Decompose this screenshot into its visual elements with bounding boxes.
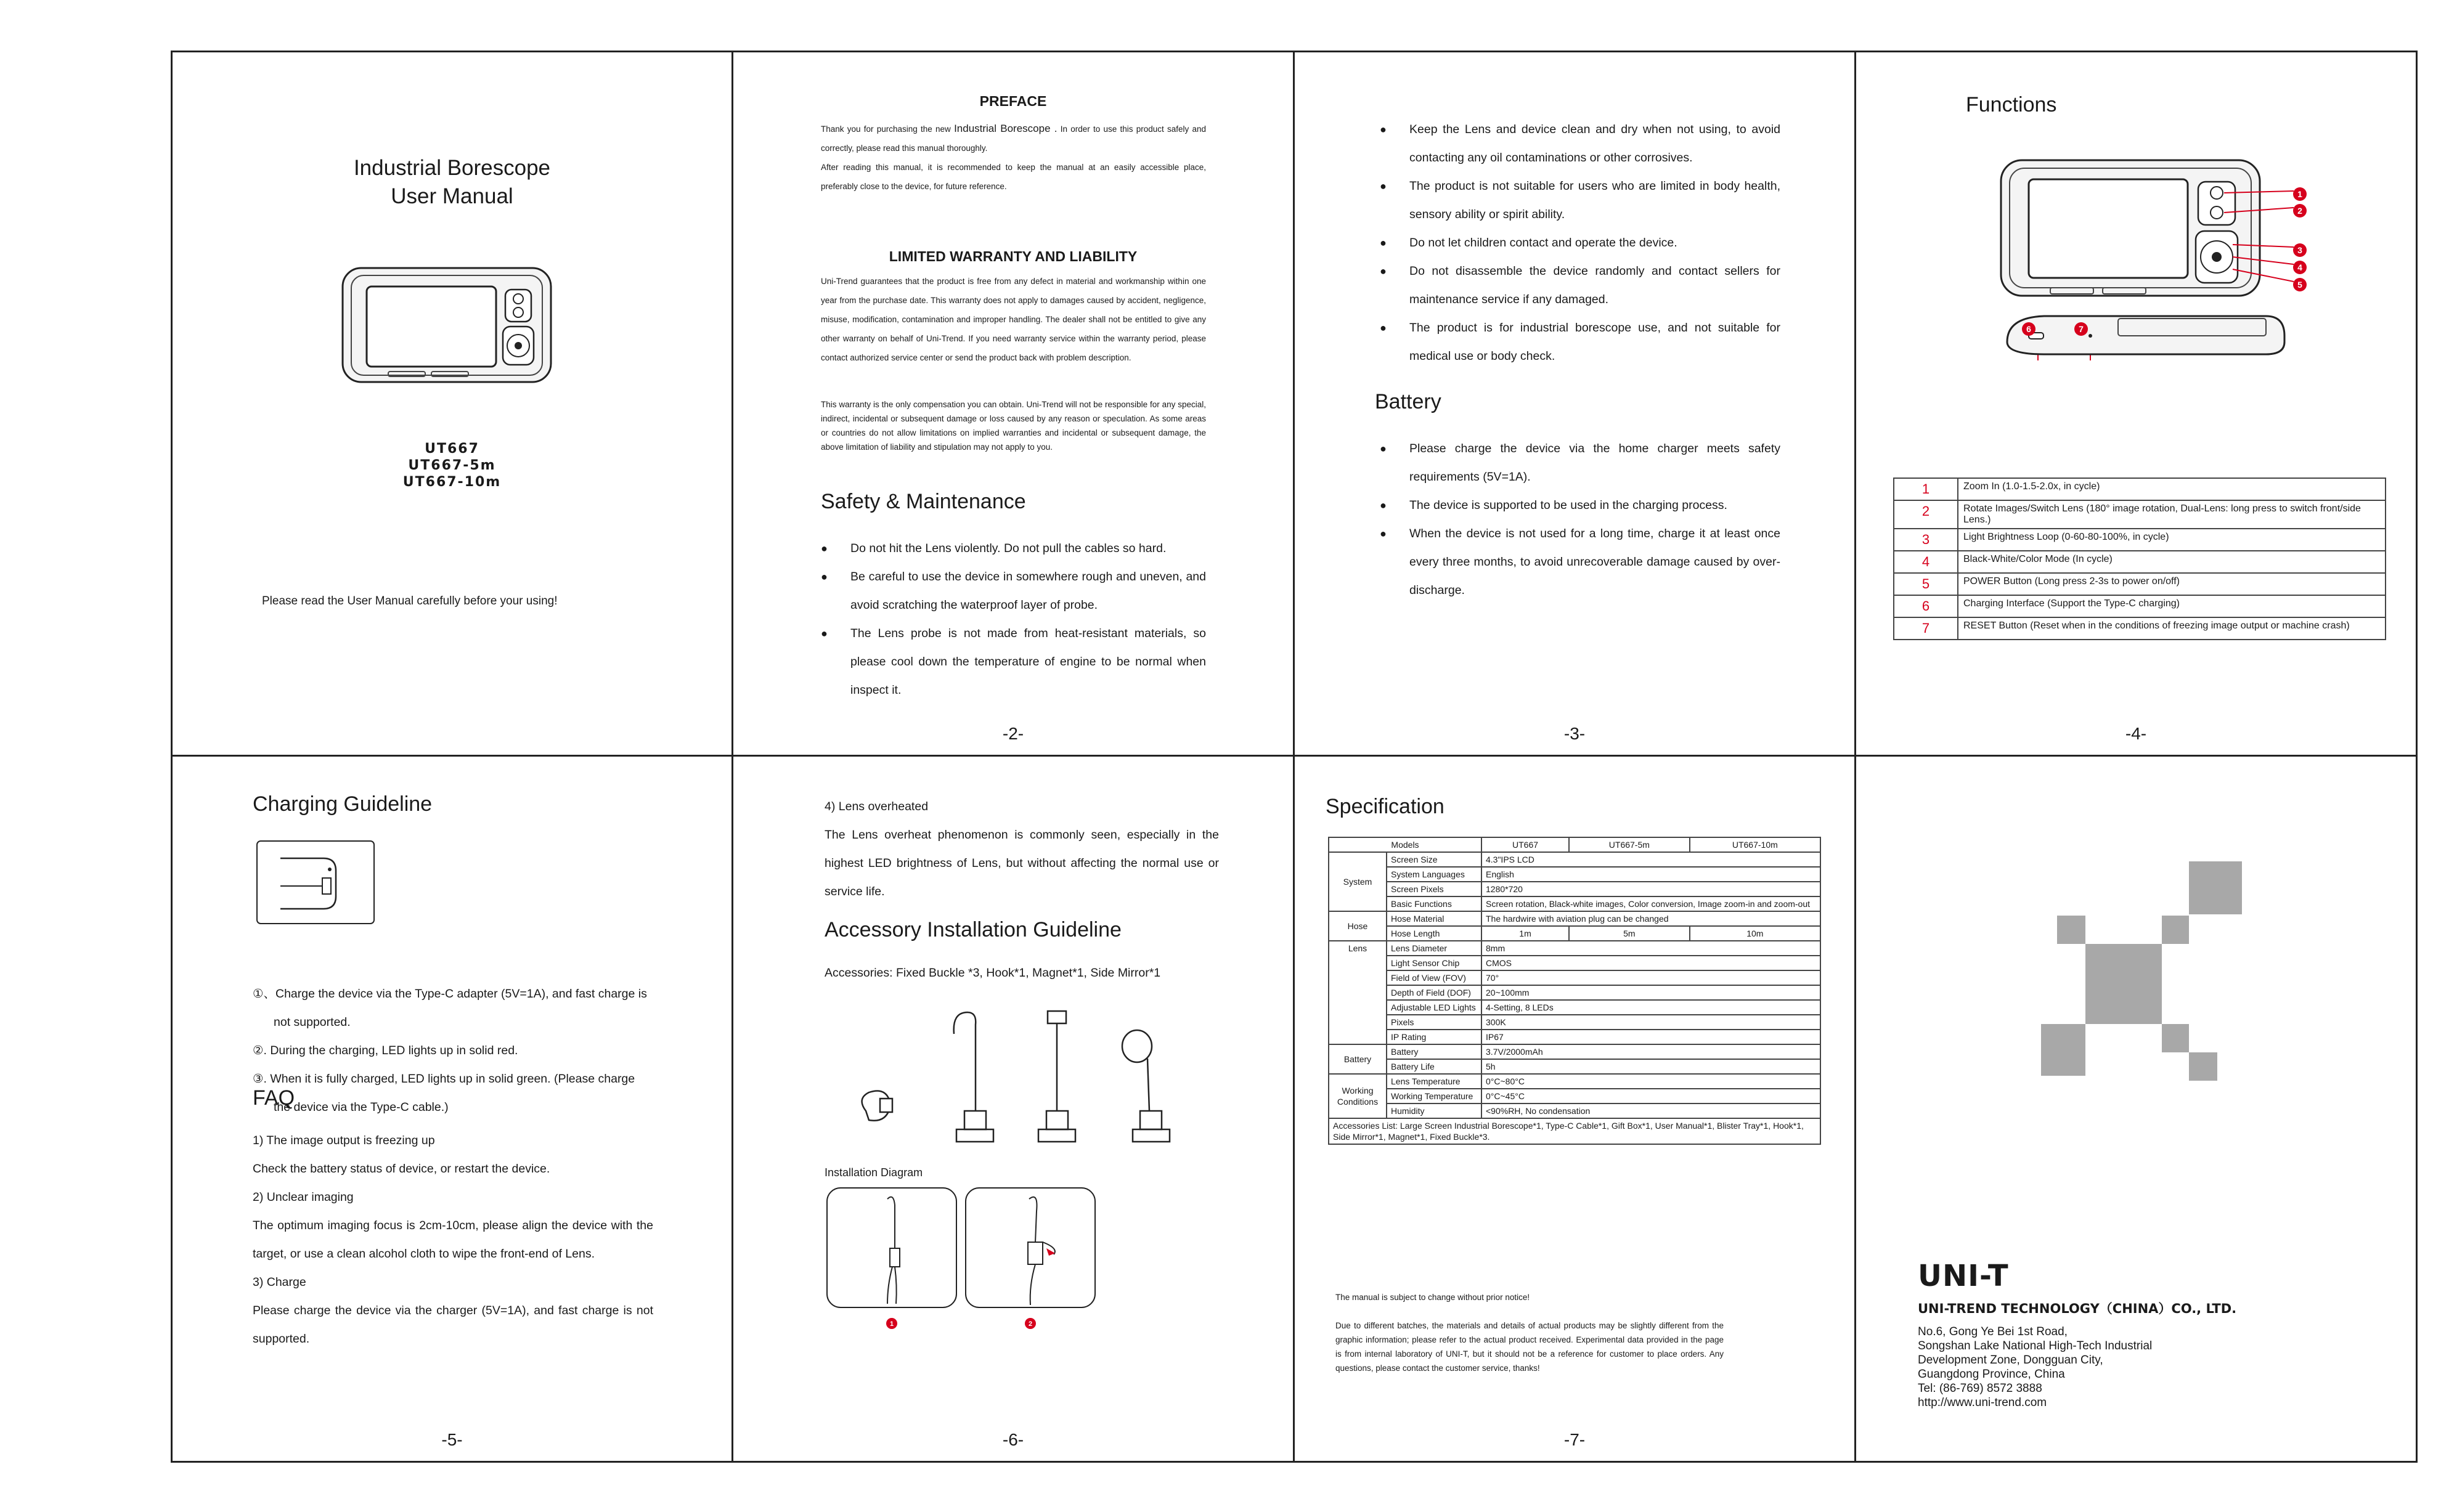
- spec-name: Light Sensor Chip: [1387, 956, 1481, 970]
- table-row: [1329, 1118, 1820, 1144]
- cover-panel: [173, 52, 731, 755]
- faq-question: 2) Unclear imaging: [253, 1190, 354, 1204]
- table-row: [1329, 1059, 1820, 1074]
- model-label: UT667-10m: [402, 474, 502, 490]
- diagram-mark: 1: [889, 1320, 894, 1328]
- model-label: UT667-5m: [408, 458, 496, 473]
- spec-value: 20~100mm: [1481, 985, 1820, 1000]
- functions-table: [1893, 478, 2386, 640]
- page-number: -6-: [1002, 1430, 1024, 1449]
- table-row: [1894, 617, 2386, 640]
- accessories-list-row: Accessories List: Large Screen Industrial Borescope*1, Type-C Cable*1, Gift Box*1, User Manual*1, Blister Tray*1, Hook*1, Side Mirror*1, Magnet*1, Fixed Buckle*3.: [1329, 1118, 1820, 1144]
- spec-value: Screen rotation, Black-white images, Color conversion, Image zoom-in and zoom-out: [1481, 896, 1820, 911]
- table-row: [1894, 551, 2386, 573]
- spec-value: 8mm: [1481, 941, 1820, 956]
- function-number: 4: [1894, 551, 1958, 573]
- spec-name: Lens Diameter: [1387, 941, 1481, 956]
- table-header: UT667: [1481, 837, 1569, 852]
- table-row: [1329, 956, 1820, 970]
- manual-sheet: [171, 51, 2418, 1463]
- specification-table: [1328, 837, 1821, 1145]
- cover-title: [173, 154, 731, 211]
- spec-name: Screen Size: [1387, 852, 1481, 867]
- address-line: Development Zone, Dongguan City,: [1918, 1354, 2103, 1367]
- address-line: Songshan Lake National High-Tech Industrial: [1918, 1339, 2153, 1352]
- spec-name: Battery: [1387, 1044, 1481, 1059]
- brand-logo: UNI-T: [1918, 1259, 2009, 1293]
- spec-name: Humidity: [1387, 1104, 1481, 1118]
- spec-name: Battery Life: [1387, 1059, 1481, 1074]
- warranty-text: Uni-Trend guarantees that the product is free from any defect in material and workmanship within one year from the purchase date. This warranty does not apply to damages caused by accident, negligence, misuse, modification, contamination and improper handling. The dealer shall not be entitled to give any other warranty on behalf of Uni-Trend. If you need warranty service within the warranty period, please contact authorized service center or send the product back with problem description.: [821, 277, 1206, 362]
- specification-heading: Specification: [1326, 795, 1445, 818]
- preface-text-a: Thank you for purchasing the new: [821, 124, 951, 134]
- callout-number: 5: [2297, 280, 2302, 290]
- list-item: ● Keep the Lens and device clean and dry when not using, to avoid contacting any oil contaminations or other corrosives.: [1380, 115, 1780, 172]
- warranty-text: This warranty is the only compensation you can obtain. Uni-Trend will not be responsible for any special, indirect, incidental or subsequent damage or loss caused by any reason or speculation. As some areas or countries do not allow limitations on implied warranties and incidental or subsequent damage, the above limitation of liability and stipulation may not apply to you.: [821, 400, 1206, 452]
- table-row: [1329, 867, 1820, 882]
- spec-value: 70°: [1481, 970, 1820, 985]
- spec-value: The hardwire with aviation plug can be changed: [1481, 911, 1820, 926]
- charging-port-illustration: [256, 840, 379, 926]
- safety-list: [821, 534, 1206, 704]
- company-address: [1918, 1325, 2152, 1410]
- accessories-illustration: [844, 1006, 1189, 1148]
- faq-list: [253, 1126, 653, 1353]
- spec-value: 300K: [1481, 1015, 1820, 1030]
- table-row: [1894, 478, 2386, 500]
- accessory-heading: Accessory Installation Guideline: [825, 918, 1122, 941]
- list-item: ● The product is for industrial borescope use, and not suitable for medical use or body check.: [1380, 314, 1780, 370]
- function-number: 3: [1894, 529, 1958, 551]
- page-number: -5-: [441, 1430, 463, 1449]
- accessory-panel: [733, 757, 1293, 1461]
- list-item: ● Please charge the device via the home charger meets safety requirements (5V=1A).: [1380, 434, 1780, 491]
- spec-name: Adjustable LED Lights: [1387, 1000, 1481, 1015]
- page-number: -2-: [1002, 724, 1024, 743]
- installation-diagram: [826, 1187, 1103, 1347]
- callout-number: 7: [2079, 324, 2084, 334]
- cover-title-line1: Industrial Borescope: [353, 156, 551, 180]
- battery-heading: Battery: [1375, 390, 1441, 413]
- faq-answer: The optimum imaging focus is 2cm-10cm, please align the device with the target, or use a clean alcohol cloth to wipe the front-end of Lens.: [253, 1219, 653, 1261]
- list-item: ● The Lens probe is not made from heat-resistant materials, so please cool down the temperature of engine to be normal when inspect it.: [821, 619, 1206, 704]
- table-row: [1894, 529, 2386, 551]
- table-row: [1329, 1030, 1820, 1044]
- battery-list: [1380, 434, 1780, 604]
- list-item: ● The device is supported to be used in the charging process.: [1380, 491, 1780, 519]
- group-label: Working Conditions: [1329, 1074, 1387, 1118]
- function-number: 2: [1894, 500, 1958, 529]
- preface-text-c: After reading this manual, it is recommended to keep the manual at an easily accessible place, preferably close to the device, for future reference.: [821, 163, 1206, 191]
- group-label: Lens: [1329, 941, 1387, 1044]
- spec-value: CMOS: [1481, 956, 1820, 970]
- charging-heading: Charging Guideline: [253, 792, 433, 816]
- table-row: [1329, 911, 1820, 926]
- spec-value: 4-Setting, 8 LEDs: [1481, 1000, 1820, 1015]
- list-item: ● Do not let children contact and operate the device.: [1380, 229, 1780, 257]
- spec-name: Field of View (FOV): [1387, 970, 1481, 985]
- table-row: [1894, 500, 2386, 529]
- preface-text-b: In order to use this product safely and correctly, please read this manual thoroughly.: [821, 124, 1207, 153]
- callout-number: 2: [2297, 206, 2302, 216]
- table-row: [1894, 573, 2386, 595]
- list-item: ● Do not disassemble the device randomly and contact sellers for maintenance service if any damaged.: [1380, 257, 1780, 314]
- function-number: 7: [1894, 617, 1958, 640]
- spec-name: Lens Temperature: [1387, 1074, 1481, 1089]
- cover-models: [173, 441, 731, 490]
- spec-name: Pixels: [1387, 1015, 1481, 1030]
- warranty-heading: LIMITED WARRANTY AND LIABILITY: [889, 248, 1138, 264]
- table-row: [1329, 985, 1820, 1000]
- group-label: System: [1329, 852, 1387, 911]
- spec-value: 1280*720: [1481, 882, 1820, 896]
- list-item: ● Be careful to use the device in somewhere rough and uneven, and avoid scratching the waterproof layer of probe.: [821, 563, 1206, 619]
- callout-number: 3: [2297, 245, 2302, 255]
- preface-panel: [733, 52, 1293, 755]
- list-item: ● Do not hit the Lens violently. Do not pull the cables so hard.: [821, 534, 1206, 563]
- table-row: [1329, 852, 1820, 867]
- page-number: -7-: [1563, 1430, 1586, 1449]
- table-row: [1329, 1044, 1820, 1059]
- address-line: No.6, Gong Ye Bei 1st Road,: [1918, 1325, 2068, 1338]
- table-row: [1329, 896, 1820, 911]
- functions-panel: [1856, 52, 2416, 755]
- table-header: UT667-5m: [1569, 837, 1690, 852]
- functions-heading: Functions: [1966, 93, 2057, 116]
- spec-name: Hose Material: [1387, 911, 1481, 926]
- change-notice: The manual is subject to change without prior notice!: [1335, 1293, 1530, 1302]
- table-row: [1894, 595, 2386, 617]
- specification-panel: [1295, 757, 1854, 1461]
- spec-name: Hose Length: [1387, 926, 1481, 941]
- faq-answer: The Lens overheat phenomenon is commonly seen, especially in the highest LED brightness of Lens, but without affecting the normal use or service life.: [825, 828, 1219, 898]
- spec-value: <90%RH, No condensation: [1481, 1104, 1820, 1118]
- list-item: ①、Charge the device via the Type-C adapter (5V=1A), and fast charge is not supported.: [253, 987, 647, 1029]
- maintenance-panel: [1295, 52, 1854, 755]
- function-number: 1: [1894, 478, 1958, 500]
- charging-steps: [253, 980, 653, 1121]
- spec-name: Depth of Field (DOF): [1387, 985, 1481, 1000]
- company-name: UNI-TREND TECHNOLOGY（CHINA）CO., LTD.: [1918, 1301, 2237, 1316]
- preface-heading: PREFACE: [979, 93, 1047, 109]
- spec-name: Basic Functions: [1387, 896, 1481, 911]
- table-row: [1329, 882, 1820, 896]
- spec-value: 4.3"IPS LCD: [1481, 852, 1820, 867]
- spec-value: 5m: [1569, 926, 1690, 941]
- model-label: UT667: [425, 441, 479, 457]
- back-cover-panel: [1856, 757, 2416, 1461]
- preface-text: [821, 119, 1206, 196]
- faq-question: 1) The image output is freezing up: [253, 1134, 435, 1147]
- spec-value: 1m: [1481, 926, 1569, 941]
- list-item: ③. When it is fully charged, LED lights up in solid green. (Please charge the device via the Type-C cable.): [253, 1072, 635, 1114]
- spec-value: 3.7V/2000mAh: [1481, 1044, 1820, 1059]
- table-row: [1329, 970, 1820, 985]
- group-label: Battery: [1329, 1044, 1387, 1074]
- list-item: ②. During the charging, LED lights up in solid red.: [253, 1044, 518, 1057]
- function-desc: Zoom In (1.0-1.5-2.0x, in cycle): [1958, 478, 2386, 500]
- table-row: [1329, 1089, 1820, 1104]
- function-desc: Black-White/Color Mode (In cycle): [1958, 551, 2386, 573]
- faq-heading: FAQ: [253, 1086, 295, 1110]
- disclaimer: Due to different batches, the materials and details of actual products may be slightly different from the graphic information; please refer to the actual product received. Experimental data provided in the page is from internal laboratory of UNI-T, but it should not be a reference for customer to place orders. Any questions, please contact the customer service, thanks!: [1335, 1321, 1724, 1373]
- spec-value: 10m: [1690, 926, 1820, 941]
- diagram-label: Installation Diagram: [825, 1166, 923, 1179]
- function-desc: Rotate Images/Switch Lens (180° image rotation, Dual-Lens: long press to switch front/side Lens.): [1958, 500, 2386, 529]
- spec-name: Screen Pixels: [1387, 882, 1481, 896]
- spec-name: Working Temperature: [1387, 1089, 1481, 1104]
- device-front-illustration: [339, 262, 555, 385]
- function-desc: POWER Button (Long press 2-3s to power on/off): [1958, 573, 2386, 595]
- uni-t-pattern-logo: [2041, 861, 2263, 1089]
- function-number: 6: [1894, 595, 1958, 617]
- table-row: [1329, 1074, 1820, 1089]
- spec-value: 5h: [1481, 1059, 1820, 1074]
- charging-panel: [173, 757, 731, 1461]
- faq-question: 4) Lens overheated: [825, 800, 929, 813]
- table-row: [1329, 1000, 1820, 1015]
- table-header: UT667-10m: [1690, 837, 1820, 852]
- maintenance-list: [1380, 115, 1780, 370]
- spec-value: 0°C~45°C: [1481, 1089, 1820, 1104]
- table-row: [1329, 926, 1820, 941]
- spec-value: IP67: [1481, 1030, 1820, 1044]
- group-label: Hose: [1329, 911, 1387, 941]
- faq-question: 3) Charge: [253, 1275, 306, 1289]
- table-row: [1329, 837, 1820, 852]
- faq-answer: Please charge the device via the charger (5V=1A), and fast charge is not supported.: [253, 1304, 653, 1346]
- callout-number: 6: [2026, 324, 2031, 334]
- function-desc: Light Brightness Loop (0-60-80-100%, in cycle): [1958, 529, 2386, 551]
- website-link[interactable]: http://www.uni-trend.com: [1918, 1396, 2047, 1409]
- list-item: ● When the device is not used for a long time, charge it at least once every three months, to avoid unrecoverable damage caused by over-discharge.: [1380, 519, 1780, 604]
- table-header: Models: [1329, 837, 1481, 852]
- spec-value: 0°C~80°C: [1481, 1074, 1820, 1089]
- cover-title-line2: User Manual: [391, 184, 513, 208]
- address-line: Tel: (86-769) 8572 3888: [1918, 1382, 2042, 1395]
- page-number: -3-: [1563, 724, 1586, 743]
- table-row: [1329, 1104, 1820, 1118]
- safety-heading: Safety & Maintenance: [821, 490, 1026, 513]
- accessories-list: Accessories: Fixed Buckle *3, Hook*1, Magnet*1, Side Mirror*1: [825, 966, 1161, 980]
- address-line: Guangdong Province, China: [1918, 1368, 2065, 1381]
- function-desc: RESET Button (Reset when in the conditions of freezing image output or machine crash): [1958, 617, 2386, 640]
- lens-overheated: [825, 792, 1219, 906]
- spec-name: IP Rating: [1387, 1030, 1481, 1044]
- list-item: ● The product is not suitable for users who are limited in body health, sensory ability or spirit ability.: [1380, 172, 1780, 229]
- function-number: 5: [1894, 573, 1958, 595]
- diagram-mark: 2: [1028, 1320, 1033, 1328]
- faq-answer: Check the battery status of device, or restart the device.: [253, 1162, 550, 1176]
- callout-number: 1: [2297, 189, 2302, 199]
- table-row: [1329, 1015, 1820, 1030]
- product-name: Industrial Borescope .: [954, 123, 1057, 134]
- callout-markers-right: [2281, 179, 2318, 314]
- callout-number: 4: [2297, 262, 2302, 272]
- function-desc: Charging Interface (Support the Type-C charging): [1958, 595, 2386, 617]
- spec-name: System Languages: [1387, 867, 1481, 882]
- cover-note: Please read the User Manual carefully before your using!: [262, 595, 558, 608]
- table-row: [1329, 941, 1820, 956]
- page-number: -4-: [2125, 724, 2147, 743]
- callout-markers-bottom: [2021, 320, 2095, 338]
- spec-value: English: [1481, 867, 1820, 882]
